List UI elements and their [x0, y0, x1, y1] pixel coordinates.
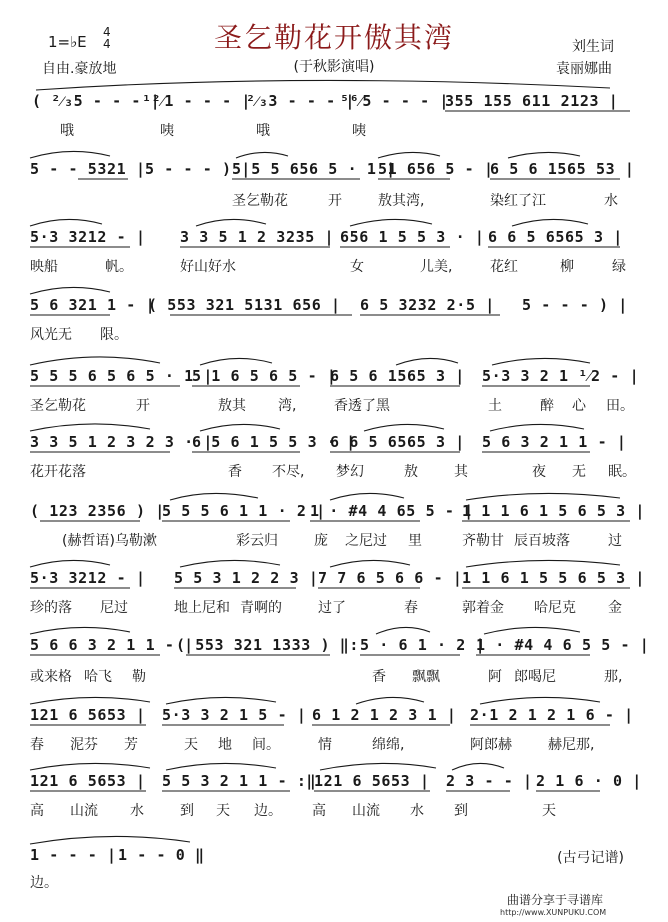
- slur: [452, 763, 504, 770]
- slur: [508, 152, 580, 158]
- lyric: 齐勒甘: [462, 533, 504, 549]
- lyric: 高: [30, 803, 44, 819]
- slur: [492, 358, 590, 365]
- slur: [30, 627, 130, 634]
- lyric: 敖: [404, 464, 418, 480]
- slur: [466, 493, 620, 500]
- lyric: 山流: [352, 803, 380, 819]
- measure: 1 - - - |: [30, 846, 117, 864]
- slur: [378, 152, 440, 158]
- measure: 5 5 3 2 1 1 - :‖: [162, 772, 317, 790]
- lyric: 间。: [252, 737, 280, 753]
- measure: 2 1 6 · 0 |: [536, 772, 642, 790]
- lyric: 染红了江: [490, 193, 546, 209]
- singer-credit: (于秋影演唱): [293, 59, 375, 75]
- slur: [30, 219, 102, 226]
- lyric: 彩云归: [236, 533, 278, 549]
- lyric: 哦: [60, 123, 74, 139]
- measure: 5 6 3 2 1 1 - |: [482, 433, 627, 451]
- lyric: 水: [604, 193, 618, 209]
- lyric: (赫哲语)乌勒漱: [62, 533, 157, 549]
- measure: 5·3 3212 - |: [30, 569, 146, 587]
- measure: 1 1 1 6 1 5 6 5 3 |: [462, 502, 645, 520]
- lyric: 哈尼克: [534, 600, 576, 616]
- lyric: 天: [542, 803, 556, 819]
- measure: 5 5 5 656 5 · 1 |: [232, 160, 396, 178]
- lyric: 咦: [352, 123, 366, 139]
- lyricist-credit: 刘生词: [572, 39, 614, 55]
- lyric: 边。: [30, 875, 58, 891]
- lyric: 绿: [612, 259, 626, 275]
- measure: 5·3 3 2 1 ¹⁄2 - |: [482, 367, 640, 385]
- slur: [320, 763, 436, 770]
- measure: 656 1 5 5 3 · |: [340, 228, 485, 246]
- lyric: 里: [408, 533, 422, 549]
- slur: [376, 627, 430, 634]
- measure: 1 - - 0 ‖: [118, 846, 205, 864]
- measure: 121 6 5653 |: [30, 706, 146, 724]
- slur: [36, 80, 610, 90]
- slur: [196, 219, 266, 226]
- song-title: 圣乞勒花开傲其湾: [213, 21, 454, 54]
- lyric: 儿美,: [420, 259, 453, 275]
- lyric: 田。: [606, 398, 634, 414]
- slur: [356, 697, 424, 704]
- measure: 1 1 6 1 5 5 6 5 3 |: [462, 569, 645, 587]
- lyric: 敖其湾,: [378, 193, 425, 209]
- slur: [166, 697, 276, 704]
- lyric: 水: [130, 803, 144, 819]
- lyric: 映船: [30, 259, 58, 275]
- footer-url[interactable]: http://www.XUNPUKU.COM: [500, 908, 607, 917]
- lyric: 山流: [70, 803, 98, 819]
- slur: [364, 424, 444, 431]
- measure: 6 1 2 1 2 3 1 |: [312, 706, 457, 724]
- lyric: 开: [136, 398, 150, 414]
- meter-bottom: 4: [103, 37, 111, 51]
- slur: [236, 152, 288, 158]
- measure: 5 - - - ) |: [522, 296, 628, 314]
- slur: [30, 763, 150, 770]
- lyric: 金: [608, 600, 622, 616]
- lyric: 到: [180, 803, 194, 819]
- lyric: 珍的落: [30, 600, 72, 616]
- measure: 1 · #4 4 6 5 5 - |: [476, 636, 650, 654]
- lyric: 飘飘: [412, 669, 440, 685]
- measure: ( ²⁄₃5 - - - |: [32, 92, 161, 110]
- lyric: 哈飞: [84, 669, 112, 685]
- lyric: 水: [410, 803, 424, 819]
- measure: 2·1 2 1 2 1 6 - |: [470, 706, 634, 724]
- lyric: 柳: [560, 259, 574, 275]
- slur: [490, 424, 584, 431]
- lyric: 地上尼和: [174, 600, 230, 616]
- measure: 5 6 321 1 - |: [30, 296, 156, 314]
- lyric: 帆。: [105, 259, 133, 275]
- key-signature: 1=♭E: [48, 33, 87, 51]
- slur: [30, 151, 110, 158]
- measure: ( 553 321 5131 656 |: [148, 296, 341, 314]
- measure: 121 6 5653 |: [30, 772, 146, 790]
- slur: [330, 560, 410, 567]
- measure: 5·3 3212 - |: [30, 228, 146, 246]
- slur: [166, 763, 276, 770]
- lyric: 无: [572, 464, 586, 480]
- lyric: 春: [30, 737, 44, 753]
- lyric: 泥芬: [70, 737, 98, 753]
- measure: 6 5 6 1565 53 |: [490, 160, 635, 178]
- lyric: 情: [318, 737, 332, 753]
- tempo-marking: 自由.豪放地: [42, 61, 117, 77]
- slur: [396, 358, 458, 365]
- measure: 6 5 6 1 5 5 3 · |: [192, 433, 356, 451]
- measure: 121 6 5653 |: [314, 772, 430, 790]
- lyric: 青啊的: [240, 600, 282, 616]
- lyric: 绵绵,: [372, 737, 405, 753]
- measure: 6 5 3232 2·5 |: [360, 296, 495, 314]
- lyric: 那,: [604, 669, 623, 685]
- lyric: 过了: [318, 600, 346, 616]
- lyric: 夜: [532, 464, 546, 480]
- slur: [30, 287, 110, 294]
- lyric: 香透了黑: [334, 398, 390, 414]
- lyric: 其: [454, 464, 468, 480]
- lyric: 心: [572, 398, 586, 414]
- lyric: 敖其: [218, 398, 246, 414]
- measure: 1 · #4 4 65 5 - |: [310, 502, 474, 520]
- measure: ( 553 321 1333 ) ‖:: [176, 636, 359, 654]
- lyric: 或来格: [30, 669, 72, 685]
- measure: 5 5 5 6 1 1 · 2 |: [162, 502, 326, 520]
- slur: [200, 424, 280, 431]
- measure: 5 5 5 6 5 6 5 · 1 |: [30, 367, 213, 385]
- lyric: 女: [350, 259, 364, 275]
- lyric: 香: [372, 669, 386, 685]
- measure: 5 6 6 3 2 1 1 - |: [30, 636, 194, 654]
- lyric: 勒: [132, 669, 146, 685]
- measure: 6 6 5 6565 3 |: [488, 228, 623, 246]
- lyric: 花开花落: [30, 464, 86, 480]
- lyric: 土: [488, 398, 502, 414]
- lyric: 春: [404, 600, 418, 616]
- lyric: 哦: [256, 123, 270, 139]
- measure: 5 · 6 1 · 2 |: [360, 636, 486, 654]
- measure: 5·3 3 2 1 5 - |: [162, 706, 307, 724]
- lyric: 地: [218, 737, 232, 753]
- lyric: 圣乞勒花: [30, 398, 86, 414]
- measure: 3 3 5 1 2 3235 |: [180, 228, 335, 246]
- lyric: 梦幻: [336, 464, 364, 480]
- footer-site-label: 曲谱分享于寻谱库: [507, 893, 604, 907]
- lyric: 过: [608, 533, 622, 549]
- lyric: 辰百坡落: [514, 533, 570, 549]
- measure: 51 656 5 - |: [378, 160, 494, 178]
- measure: ⁵⁶⁄5 - - - |: [340, 92, 450, 110]
- lyric: 芳: [124, 737, 138, 753]
- measure: 355 155 611 2123 |: [445, 92, 619, 110]
- slur: [330, 493, 404, 500]
- lyric: 阿: [488, 669, 502, 685]
- lyric: 高: [312, 803, 326, 819]
- measure: 3 3 5 1 2 3 2 3 · |: [30, 433, 213, 451]
- transcriber-note: (古弓记谱): [557, 850, 624, 866]
- lyric: 尼过: [100, 600, 128, 616]
- slur: [30, 836, 190, 844]
- slur: [30, 560, 110, 567]
- measure: 2 3 - - |: [446, 772, 533, 790]
- lyric: 天: [216, 803, 230, 819]
- slur: [350, 219, 432, 226]
- measure: 5 5 3 1 2 2 3 |: [174, 569, 319, 587]
- measure: 5 - - 5321 |: [30, 160, 146, 178]
- slur: [480, 697, 600, 704]
- measure: 5 1 6 5 6 5 - |: [192, 367, 337, 385]
- lyric: 花红: [490, 259, 518, 275]
- slur: [512, 219, 588, 226]
- composer-credit: 袁丽娜曲: [556, 61, 612, 77]
- measure: 5 - - - ) |: [145, 160, 251, 178]
- slur: [466, 560, 620, 567]
- lyric: 湾,: [278, 398, 297, 414]
- measure: 6 5 6 1565 3 |: [330, 367, 465, 385]
- lyric: 庞: [314, 533, 328, 549]
- lyric: 开: [328, 193, 342, 209]
- lyric: 之尼过: [345, 533, 387, 549]
- slur: [484, 627, 580, 634]
- measure: ¹²⁄1 - - - |: [142, 92, 252, 110]
- lyric: 边。: [254, 803, 282, 819]
- slur: [170, 493, 258, 500]
- lyric: 眠。: [608, 464, 636, 480]
- slur: [30, 357, 160, 365]
- lyric: 醉: [540, 398, 554, 414]
- lyric: 咦: [160, 123, 174, 139]
- lyric: 限。: [100, 327, 128, 343]
- measure: 6 6 5 6565 3 |: [330, 433, 465, 451]
- lyric: 赫尼那,: [548, 737, 595, 753]
- meter-top: 4: [103, 25, 111, 39]
- lyric: 风光无: [30, 327, 72, 343]
- lyric: 到: [454, 803, 468, 819]
- lyric: 好山好水: [180, 259, 236, 275]
- measure: ( 123 2356 ) |: [30, 502, 165, 520]
- lyric: 香: [228, 464, 242, 480]
- lyric: 天: [184, 737, 198, 753]
- slur: [180, 560, 280, 567]
- lyric: 郭着金: [462, 600, 504, 616]
- measure: 7 7 6 5 6 6 - |: [318, 569, 463, 587]
- slur: [30, 424, 150, 431]
- lyric: 阿郎赫: [470, 737, 512, 753]
- lyric: 郎喝尼: [514, 669, 556, 685]
- time-signature: [103, 26, 111, 50]
- lyric: 圣乞勒花: [232, 193, 288, 209]
- measure: ²⁄₃3 - - - |: [246, 92, 356, 110]
- lyric: 不尽,: [272, 464, 305, 480]
- slur: [200, 358, 272, 365]
- slur: [30, 697, 150, 704]
